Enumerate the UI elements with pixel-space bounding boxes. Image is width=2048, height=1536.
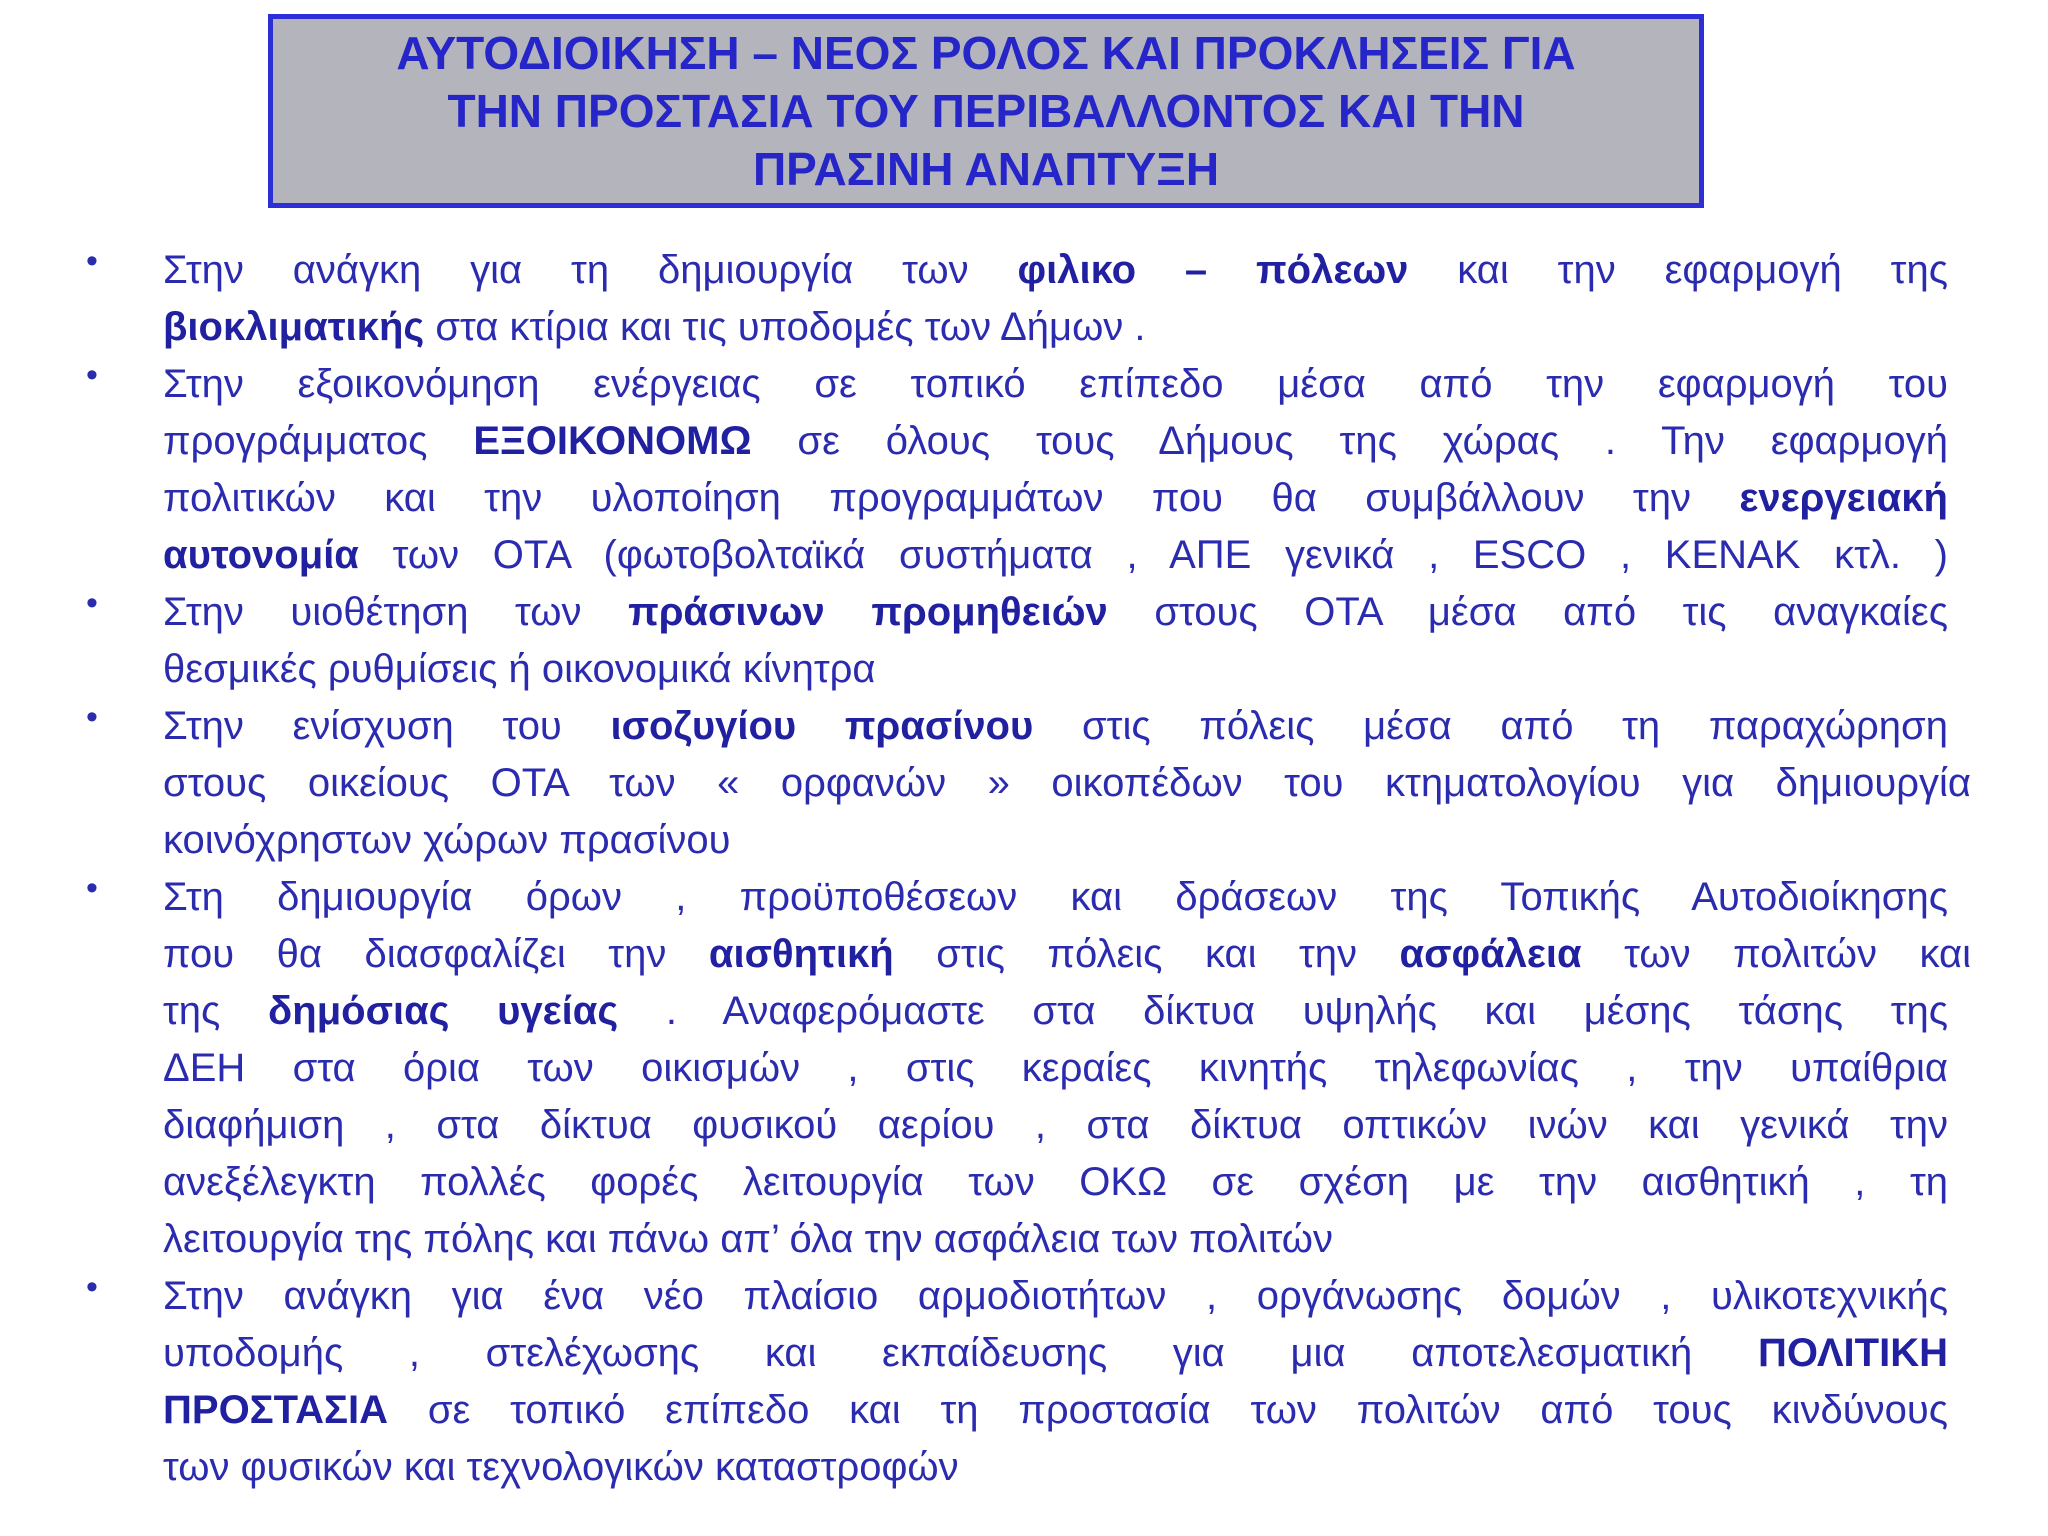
bullet-marker: • [86, 584, 98, 622]
highlight-text: ΕΞΟΙΚΟΝΟΜΩ [473, 419, 752, 463]
text-line: ανεξέλεγκτη πολλές φορές λειτουργία των ΟΚΩ σε σχέση με την αισθητική , τη [163, 1160, 1948, 1204]
text-line: βιοκλιματικής στα κτίρια και τις υποδομές των Δήμων . [163, 305, 1146, 349]
text-line: Στην ενίσχυση του ισοζυγίου πρασίνου στις πόλεις μέσα από τη παραχώρηση [163, 704, 1948, 748]
highlight-text: φιλικο – πόλεων [1017, 248, 1409, 292]
highlight-text: ασφάλεια [1399, 932, 1582, 976]
text-line: της δημόσιας υγείας . Αναφερόμαστε στα δίκτυα υψηλής και μέσης τάσης της [163, 989, 1949, 1033]
title-line-2: ΤΗΝ ΠΡΟΣΤΑΣΙΑ ΤΟΥ ΠΕΡΙΒΑΛΛΟΝΤΟΣ ΚΑΙ ΤΗΝ [447, 85, 1525, 137]
text-line: που θα διασφαλίζει την αισθητική στις πόλεις και την ασφάλεια των πολιτών και [163, 932, 1971, 976]
bullet-marker: • [86, 242, 98, 280]
text-line: Στην υιοθέτηση των πράσινων προμηθειών στους ΟΤΑ μέσα από τις αναγκαίες [163, 590, 1949, 634]
text-line: ΔΕΗ στα όρια των οικισμών , στις κεραίες κινητής τηλεφωνίας , την υπαίθρια [163, 1046, 1948, 1090]
highlight-text: ΠΡΟΣΤΑΣΙΑ [163, 1388, 389, 1432]
text-line: διαφήμιση , στα δίκτυα φυσικού αερίου , στα δίκτυα οπτικών ινών και γενικά την [163, 1103, 1948, 1147]
text-line: των φυσικών και τεχνολογικών καταστροφών [163, 1445, 959, 1489]
text-line: υποδομής , στελέχωσης και εκπαίδευσης για μια αποτελεσματική ΠΟΛΙΤΙΚΗ [163, 1331, 1948, 1375]
text-line: προγράμματος ΕΞΟΙΚΟΝΟΜΩ σε όλους τους Δήμους της χώρας . Την εφαρμογή [163, 419, 1948, 463]
title-line-3: ΠΡΑΣΙΝΗ ΑΝΑΠΤΥΞΗ [752, 143, 1220, 195]
bullet-marker: • [86, 698, 98, 736]
highlight-text: πράσινων προμηθειών [628, 590, 1108, 634]
highlight-text: ενεργειακή [1739, 476, 1948, 520]
highlight-text: αυτονομία [163, 533, 359, 577]
text-line: ΠΡΟΣΤΑΣΙΑ σε τοπικό επίπεδο και τη προστασία των πολιτών από τους κινδύνους [163, 1388, 1948, 1432]
text-line: πολιτικών και την υλοποίηση προγραμμάτων που θα συμβάλλουν την ενεργειακή [163, 476, 1948, 520]
title-line-1: ΑΥΤΟΔΙΟΙΚΗΣΗ – ΝΕΟΣ ΡΟΛΟΣ ΚΑΙ ΠΡΟΚΛΗΣΕΙΣ ΓΙΑ [396, 27, 1576, 79]
title-box [268, 14, 1704, 208]
highlight-text: ισοζυγίου πρασίνου [610, 704, 1034, 748]
bullet-marker: • [86, 869, 98, 907]
highlight-text: ΠΟΛΙΤΙΚΗ [1757, 1331, 1948, 1375]
highlight-text: αισθητική [708, 932, 894, 976]
bullet-marker: • [86, 356, 98, 394]
text-line: κοινόχρηστων χώρων πρασίνου [163, 818, 731, 862]
bullet-marker: • [86, 1268, 98, 1306]
text-line: αυτονομία των ΟΤΑ (φωτοβολταϊκά συστήματα , ΑΠΕ γενικά , ESCO , KENAK κτλ. ) [163, 533, 1948, 577]
highlight-text: δημόσιας υγείας [268, 989, 619, 1033]
text-line: στους οικείους ΟΤΑ των « ορφανών » οικοπέδων του κτηματολογίου για δημιουργία [163, 761, 1971, 805]
text-line: Στην ανάγκη για ένα νέο πλαίσιο αρμοδιοτήτων , οργάνωσης δομών , υλικοτεχνικής [163, 1274, 1948, 1318]
highlight-text: βιοκλιματικής [163, 305, 425, 349]
text-line: λειτουργία της πόλης και πάνω απ’ όλα την ασφάλεια των πολιτών [163, 1217, 1334, 1261]
text-line: Στην ανάγκη για τη δημιουργία των φιλικο – πόλεων και την εφαρμογή της [163, 248, 1948, 292]
text-line: Στην εξοικονόμηση ενέργειας σε τοπικό επίπεδο μέσα από την εφαρμογή του [163, 362, 1948, 406]
text-line: Στη δημιουργία όρων , προϋποθέσεων και δράσεων της Τοπικής Αυτοδιοίκησης [163, 875, 1948, 919]
text-line: θεσμικές ρυθμίσεις ή οικονομικά κίνητρα [163, 647, 876, 691]
